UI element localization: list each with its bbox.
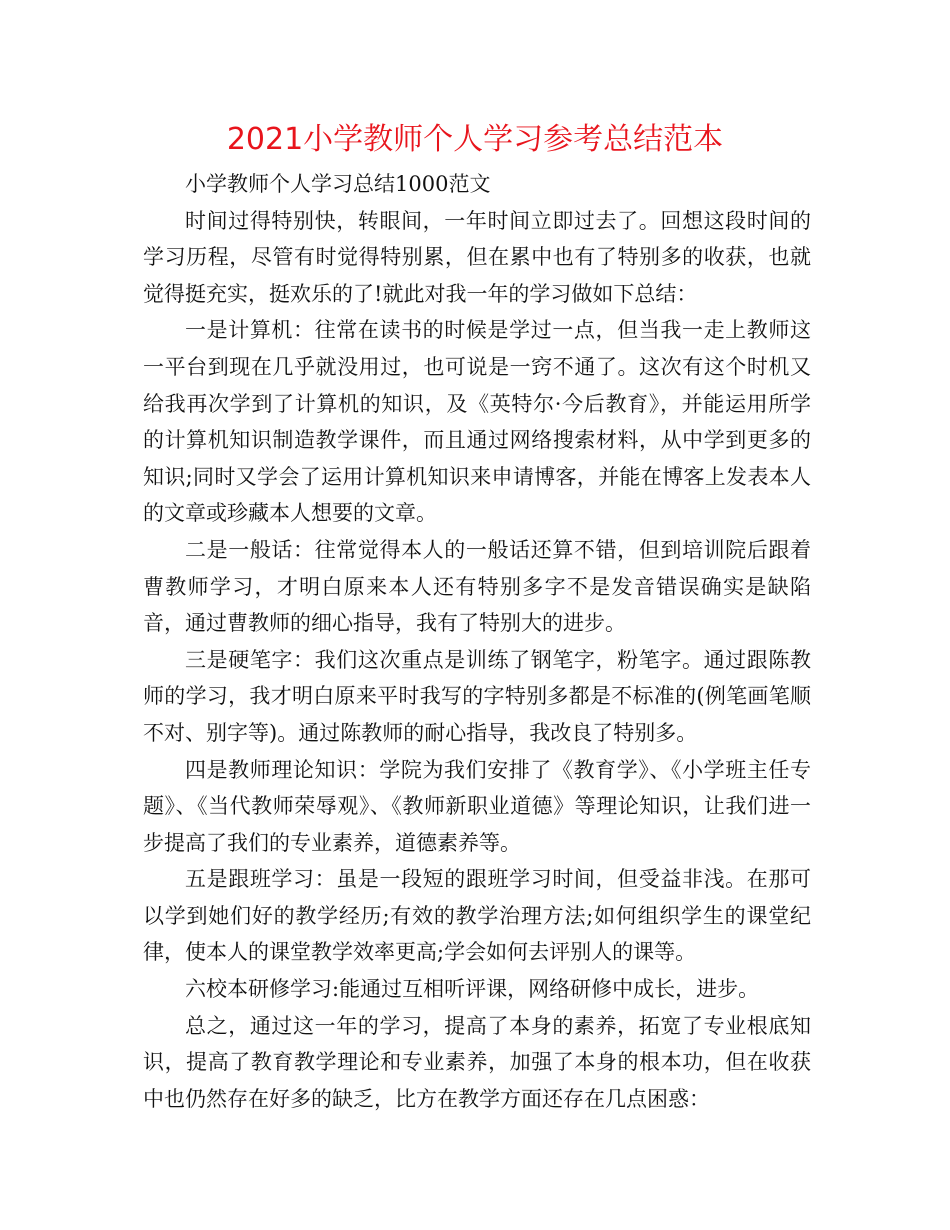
computer-paragraph: 一是计算机：往常在读书的时候是学过一点，但当我一走上教师这一平台到现在几乎就没用过，也可说是一窍不通了。这次有这个时机又给我再次学到了计算机的知识，及《英特尔·今后教育》，并能运用所学的计算机知识制造教学课件，而且通过网络搜索材料，从中学到更多的知识;同时又学会了运用计算机知识来申请博客，并能在博客上发表本人的文章或珍藏本人想要的文章。: [143, 318, 811, 526]
mandarin-paragraph: 二是一般话：往常觉得本人的一般话还算不错，但到培训院后跟着曹教师学习，才明白原来本人还有特别多字不是发音错误确实是缺陷音，通过曹教师的细心指导，我有了特别大的进步。: [143, 537, 811, 636]
theory-paragraph: 四是教师理论知识：学院为我们安排了《教育学》、《小学班主任专题》、《当代教师荣辱观》、《教师新职业道德》等理论知识，让我们进一步提高了我们的专业素养，道德素养等。: [143, 757, 811, 855]
class-study-paragraph: 五是跟班学习：虽是一段短的跟班学习时间，但受益非浅。在那可以学到她们好的教学经历;有效的教学治理方法;如何组织学生的课堂纪律，使本人的课堂教学效率更高;学会如何去评别人的课等。: [143, 867, 811, 965]
intro-paragraph: 时间过得特别快，转眼间，一年时间立即过去了。回想这段时间的学习历程，尽管有时觉得特别累，但在累中也有了特别多的收获，也就觉得挺充实，挺欢乐的了!就此对我一年的学习做如下总结：: [143, 208, 811, 306]
subtitle-paragraph: 小学教师个人学习总结1000范文: [185, 172, 491, 196]
handwriting-paragraph: 三是硬笔字：我们这次重点是训练了钢笔字，粉笔字。通过跟陈教师的学习，我才明白原来平时我写的字特别多都是不标准的(例笔画笔顺不对、别字等)。通过陈教师的耐心指导，我改良了特别多。: [143, 647, 811, 745]
document-body: [143, 166, 811, 1117]
document-title: 2021小学教师个人学习参考总结范本: [226, 122, 724, 157]
school-research-paragraph: 六校本研修学习:能通过互相听评课，网络研修中成长，进步。: [185, 977, 760, 1002]
summary-paragraph: 总之，通过这一年的学习，提高了本身的素养，拓宽了专业根底知识，提高了教育教学理论和专业素养，加强了本身的根本功，但在收获中也仍然存在好多的缺乏，比方在教学方面还存在几点困惑：: [143, 1013, 811, 1111]
